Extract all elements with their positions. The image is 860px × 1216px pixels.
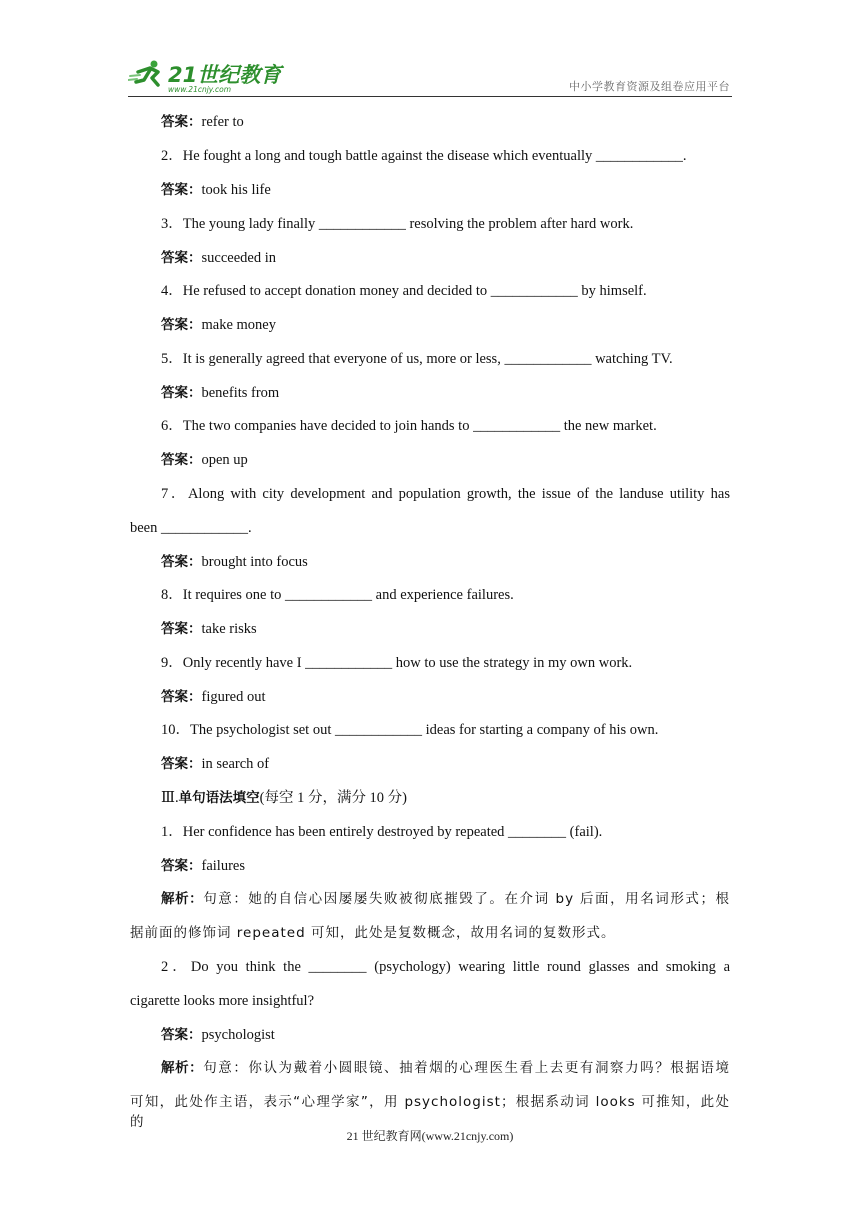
answer-line: 答案：make money bbox=[161, 317, 276, 333]
answer-line: 答案：take risks bbox=[161, 621, 257, 637]
answer-line: 答案：brought into focus bbox=[161, 554, 308, 570]
answer-line: 答案：benefits from bbox=[161, 385, 280, 401]
analysis-line: 解析：句意：你认为戴着小圆眼镜、抽着烟的心理医生看上去更有洞察力吗？根据语境 bbox=[161, 1060, 730, 1076]
page-header bbox=[128, 56, 732, 97]
answer-line: 答案：failures bbox=[161, 858, 245, 874]
question-line: 9．Only recently have I ____________ how to use the strategy in my own work. bbox=[161, 655, 633, 671]
question-line-continued: been ____________. bbox=[130, 520, 252, 536]
answer-line: 答案：took his life bbox=[161, 182, 271, 198]
question-line: 6．The two companies have decided to join hands to ____________ the new market. bbox=[161, 418, 657, 434]
question-line: 2．He fought a long and tough battle against the disease which eventually ____________. bbox=[161, 148, 687, 164]
svg-text:www.21cnjy.com: www.21cnjy.com bbox=[168, 85, 232, 94]
answer-line: 答案：open up bbox=[161, 452, 248, 468]
page-footer: 21 世纪教育网(www.21cnjy.com) bbox=[346, 1129, 514, 1143]
question-line: 8．It requires one to ____________ and experience failures. bbox=[161, 587, 514, 603]
question-line: 7．Along with city development and population growth, the issue of the landuse utility has bbox=[161, 486, 730, 502]
answer-line: 答案：figured out bbox=[161, 689, 266, 705]
answer-line: 答案：psychologist bbox=[161, 1027, 275, 1043]
analysis-line: 解析：句意：她的自信心因屡屡失败被彻底摧毁了。在介词 by 后面，用名词形式；根 bbox=[161, 891, 731, 907]
question-line: 4．He refused to accept donation money and decided to ____________ by himself. bbox=[161, 283, 647, 299]
question-line: 10．The psychologist set out ____________ ideas for starting a company of his own. bbox=[161, 722, 659, 738]
platform-name: 中小学教育资源及组卷应用平台 bbox=[569, 80, 730, 93]
site-logo bbox=[128, 58, 288, 94]
question-line: 5．It is generally agreed that everyone of us, more or less, ____________ watching TV. bbox=[161, 351, 673, 367]
question-line: 1．Her confidence has been entirely destroyed by repeated ________ (fail). bbox=[161, 824, 603, 840]
svg-text:21世纪教育: 21世纪教育 bbox=[168, 63, 282, 87]
answer-line: 答案：in search of bbox=[161, 756, 270, 772]
analysis-line-continued: 可知，此处作主语，表示“心理学家”，用 psychologist；根据系动词 looks 可推知，此处的 bbox=[130, 1094, 730, 1130]
question-line: 3．The young lady finally ____________ resolving the problem after hard work. bbox=[161, 216, 634, 232]
question-line: 2．Do you think the ________ (psychology) wearing little round glasses and smoking a bbox=[161, 959, 730, 975]
section-heading: Ⅲ.单句语法填空(每空 1 分，满分 10 分) bbox=[161, 790, 408, 806]
answer-line: 答案：refer to bbox=[161, 114, 244, 130]
analysis-line-continued: 据前面的修饰词 repeated 可知，此处是复数概念，故用名词的复数形式。 bbox=[130, 925, 616, 941]
answer-line: 答案：succeeded in bbox=[161, 250, 276, 266]
question-line-continued: cigarette looks more insightful? bbox=[130, 993, 315, 1009]
